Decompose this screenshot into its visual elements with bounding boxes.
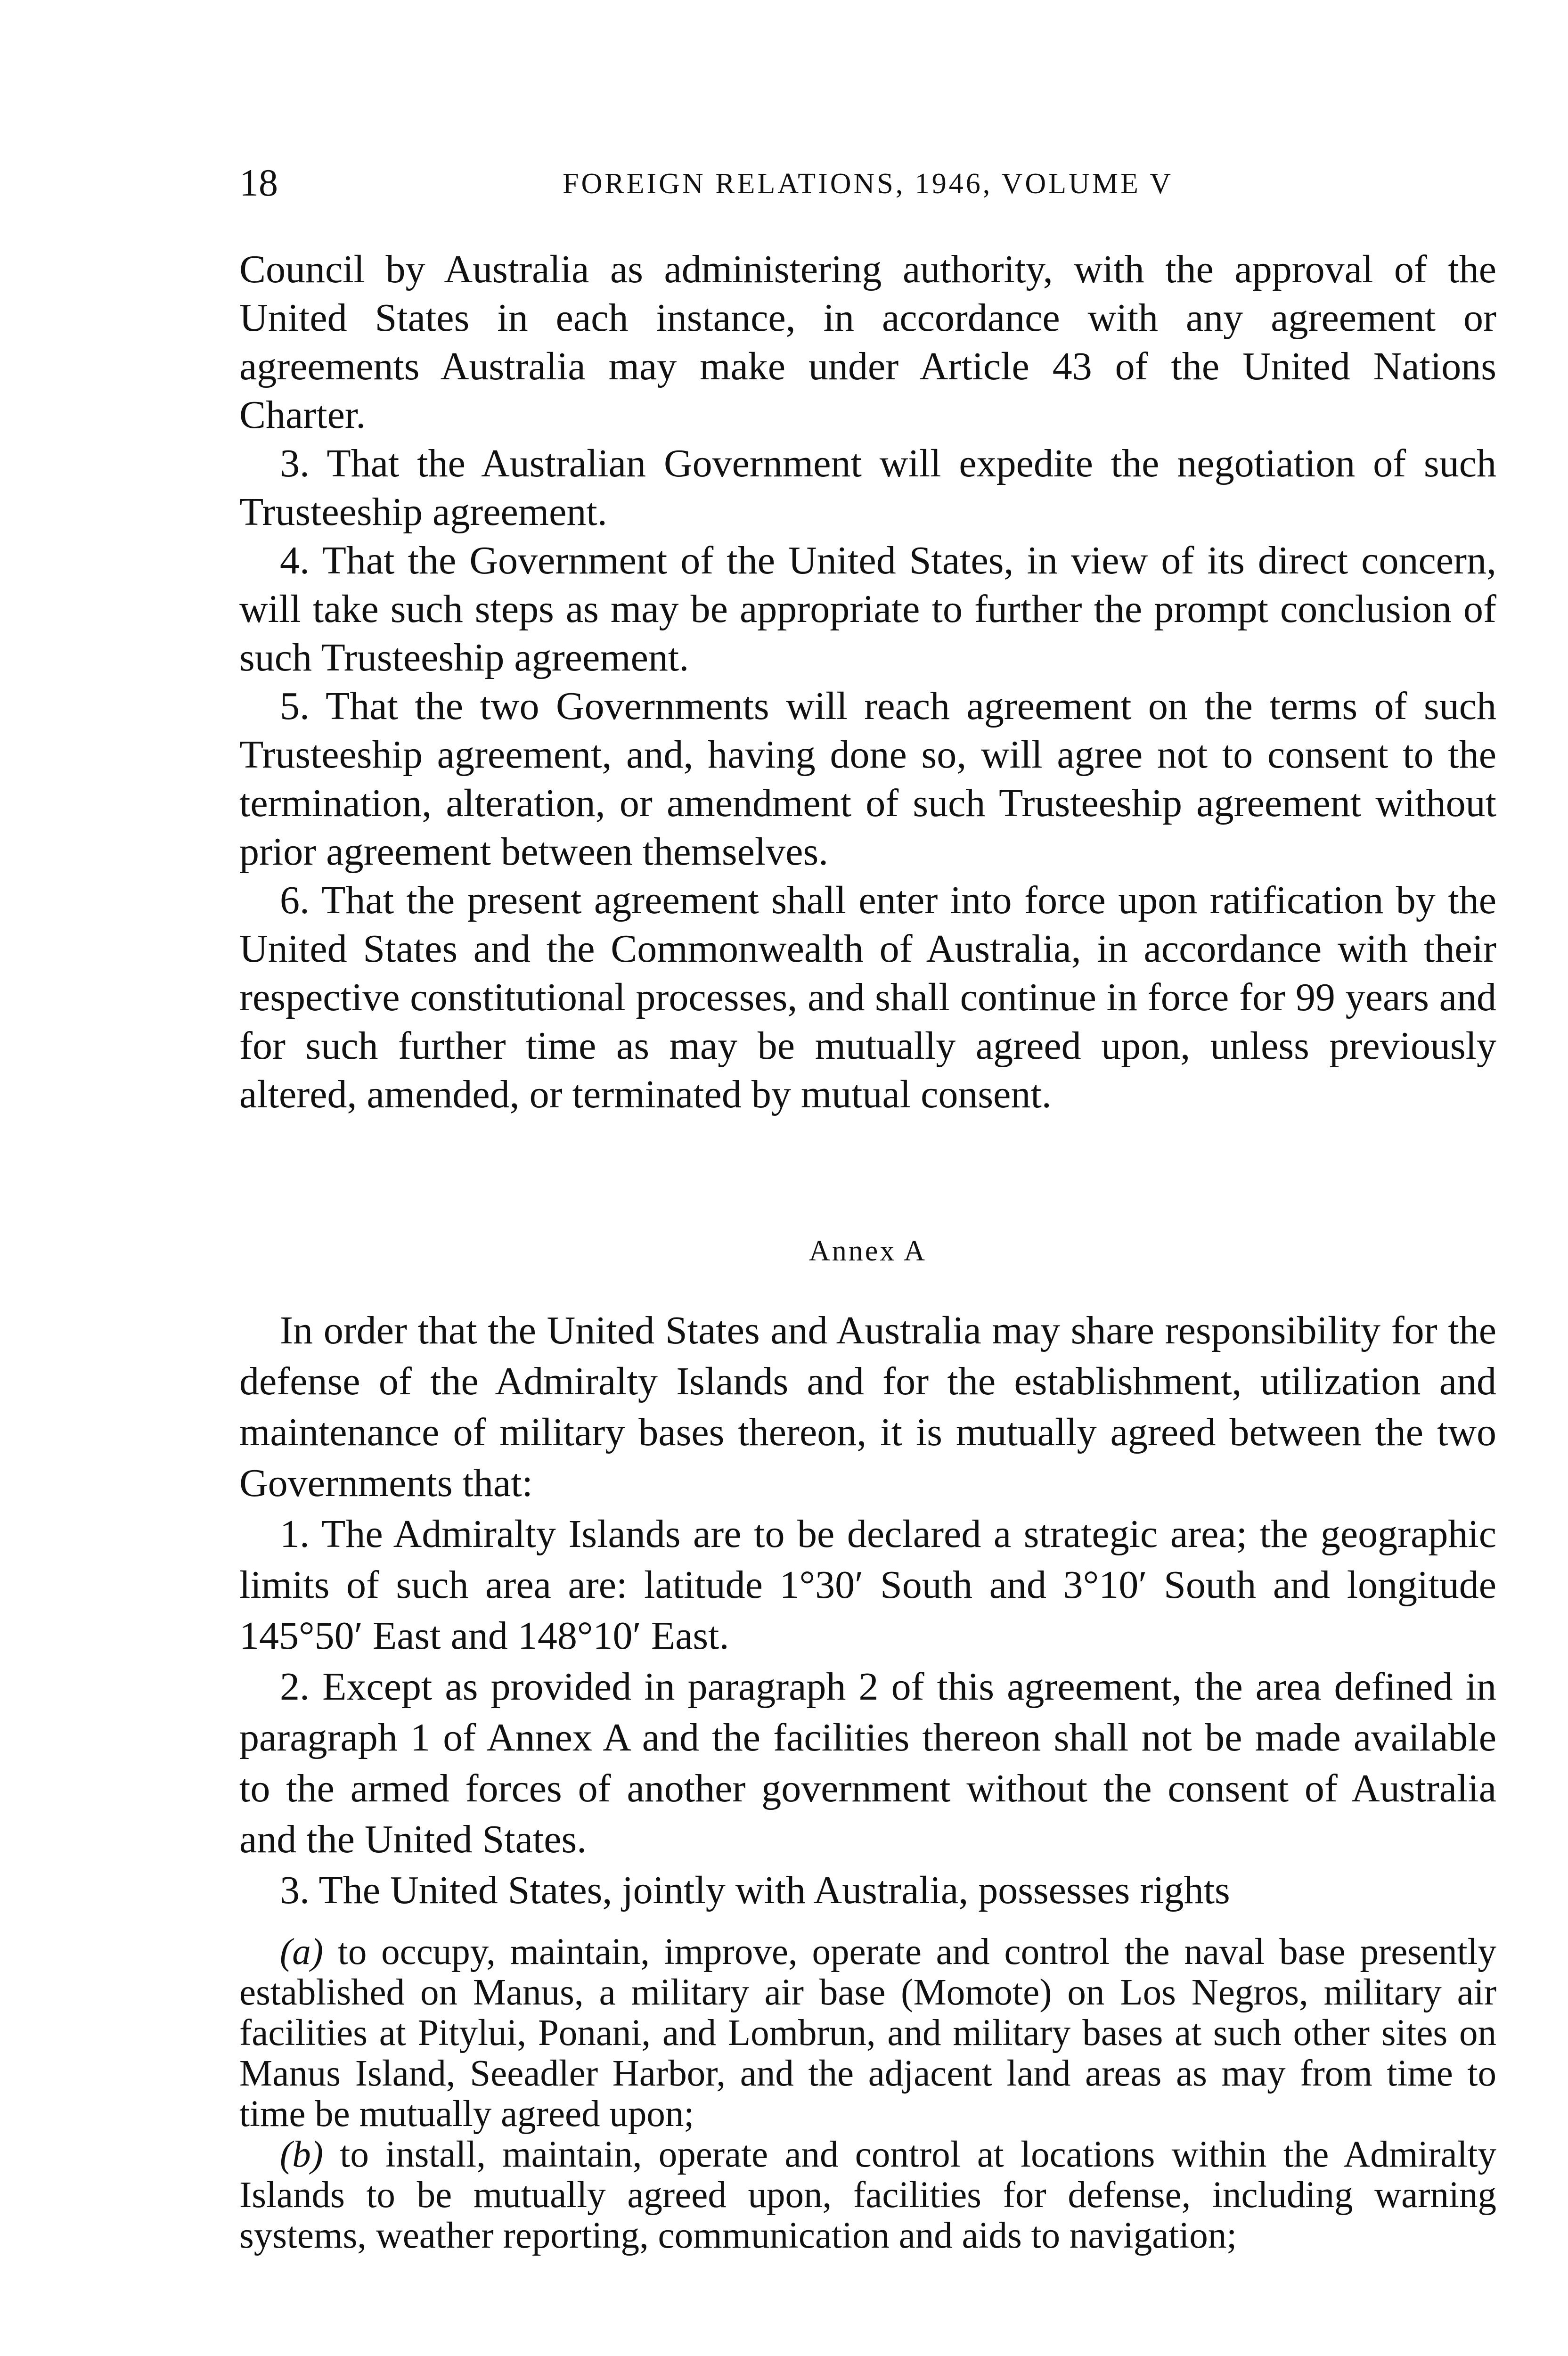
paragraph-3: 3. That the Australian Government will expedite the negotiation of such Trusteeship agreement. <box>239 442 1496 534</box>
subparagraph-b <box>239 2135 1496 2256</box>
paragraph-4: 4. That the Government of the United States, in view of its direct concern, will take such steps as may be appropriate to further the prompt conclusion of such Trusteeship agreement. <box>239 539 1496 679</box>
subparagraph-b-label: (b) <box>280 2134 324 2175</box>
body-text <box>239 245 1496 1119</box>
subparagraph-b-text: to install, maintain, operate and control at locations within the Admiralty Islands to be mutually agreed upon, facilities for defense, including warning systems, weather reporting, communication and aids to navigation; <box>239 2134 1496 2256</box>
annex-body <box>239 1305 1496 1916</box>
subparagraph-a <box>239 1932 1496 2135</box>
subparagraph-a-text: to occupy, maintain, improve, operate and control the naval base presently established on Manus, a military air base (Momote) on Los Negros, military air facilities at Pitylui, Ponani, and Lombrun, and military bases at such other sites on Manus Island, Seeadler Harbor, and the adjacent land areas as may from time to time be mutually agreed upon; <box>239 1931 1496 2135</box>
running-title: FOREIGN RELATIONS, 1946, VOLUME V <box>563 168 1173 200</box>
subparagraph-a-label: (a) <box>280 1931 324 1972</box>
paragraph-continuation: Council by Australia as administering authority, with the approval of the United States in each instance, in accordance with any agreement or agreements Australia may make under Article 43 of the United Nations Charter. <box>239 247 1496 437</box>
annex-paragraph-1: 1. The Admiralty Islands are to be declared a strategic area; the geographic limits of such area are: latitude 1°30′ South and 3°10′ South and longitude 145°50′ East and 148°10′ East. <box>239 1512 1496 1658</box>
annex-subparagraphs <box>239 1932 1496 2256</box>
paragraph-6: 6. That the present agreement shall enter into force upon ratification by the United States and the Commonwealth of Australia, in accordance with their respective constitutional processes, and shall continue in force for 99 years and for such further time as may be mutually agreed upon, unless previously altered, amended, or terminated by mutual consent. <box>239 878 1496 1116</box>
annex-heading: Annex A <box>808 1235 927 1267</box>
annex-intro-paragraph: In order that the United States and Australia may share responsibility for the defense of the Admiralty Islands and for the establishment, utilization and maintenance of military bases thereon, it is mutually agreed between the two Governments that: <box>239 1309 1496 1505</box>
running-header <box>239 159 1496 211</box>
paragraph-5: 5. That the two Governments will reach agreement on the terms of such Trusteeship agreement, and, having done so, will agree not to consent to the termination, alteration, or amendment of such Trusteeship agreement without prior agreement between themselves. <box>239 684 1496 874</box>
annex-paragraph-2: 2. Except as provided in paragraph 2 of this agreement, the area defined in paragraph 1 of Annex A and the facilities thereon shall not be made available to the armed forces of another government without the consent of Australia and the United States. <box>239 1665 1496 1861</box>
annex-paragraph-3: 3. The United States, jointly with Australia, possesses rights <box>280 1868 1230 1912</box>
page-number: 18 <box>239 161 278 204</box>
